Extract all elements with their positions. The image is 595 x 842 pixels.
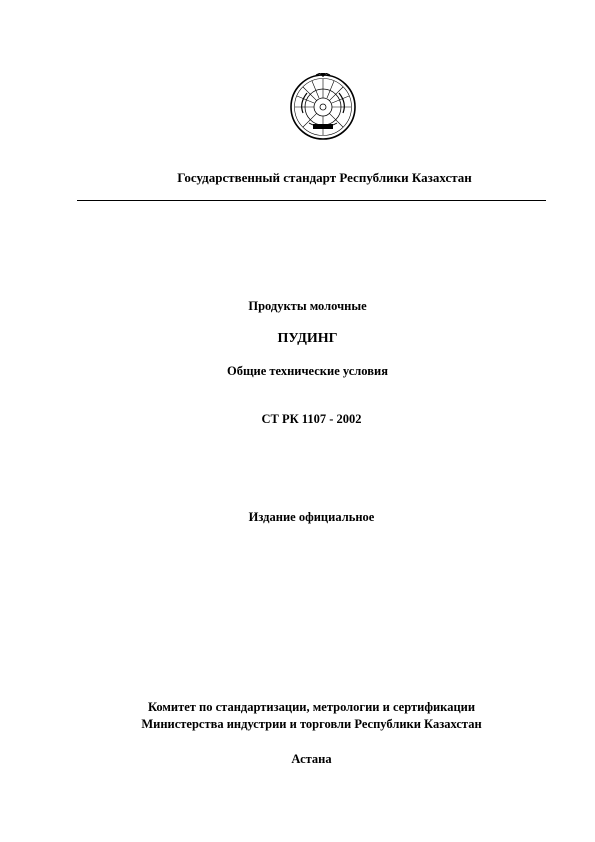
document-subtitle: Общие технические условия [227, 364, 388, 378]
document-title: ПУДИНГ [277, 331, 338, 346]
horizontal-divider [77, 200, 546, 201]
state-standard-heading: Государственный стандарт Республики Казахстан [177, 170, 472, 185]
publisher-ministry: Министерства индустрии и торговли Республики Казахстан [141, 717, 482, 731]
edition-label: Издание официальное [248, 510, 375, 524]
state-emblem-icon [289, 73, 357, 141]
publisher-committee: Комитет по стандартизации, метрологии и сертификации [147, 700, 476, 714]
product-category: Продукты молочные [248, 299, 367, 313]
publisher-city: Астана [291, 752, 332, 766]
standard-number: СТ РК 1107 - 2002 [261, 412, 362, 426]
